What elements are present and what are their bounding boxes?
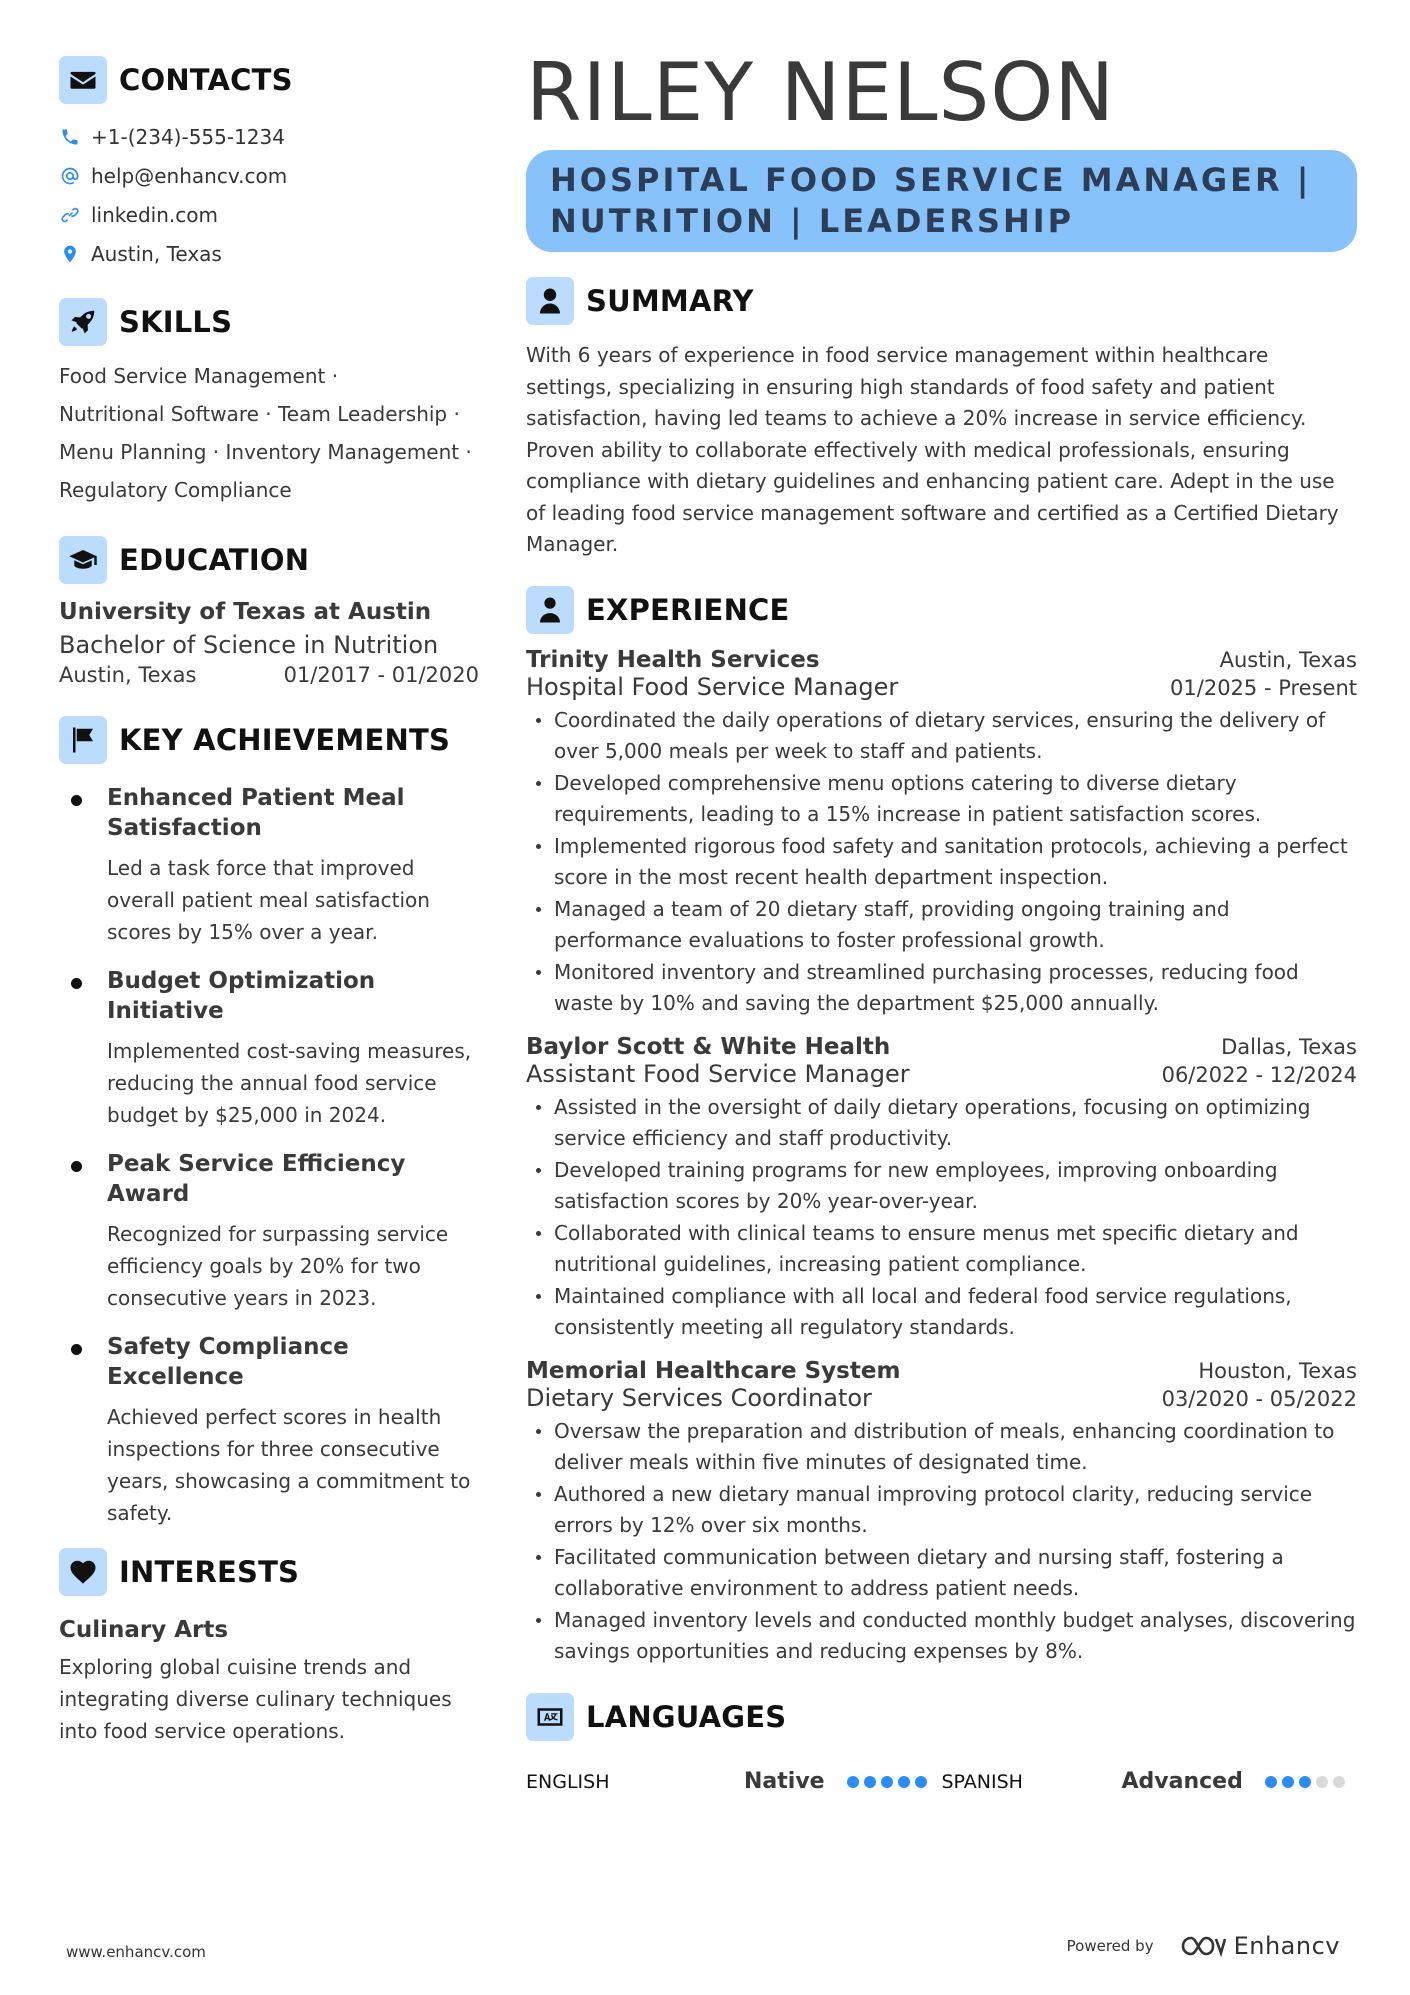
contact-location-text: Austin, Texas <box>91 241 222 266</box>
experience-header <box>526 585 1357 635</box>
job-bullet: Collaborated with clinical teams to ensure menus met specific dietary and nutritional guidelines, increasing patient compliance. <box>526 1218 1357 1281</box>
language-item <box>942 1769 1358 1794</box>
proficiency-dot-empty <box>1316 1776 1328 1788</box>
phone-icon <box>59 126 81 148</box>
job-header-row <box>526 1358 1357 1384</box>
achievement-item <box>59 966 479 1131</box>
job-header-row <box>526 1034 1357 1060</box>
achievements-list <box>59 783 479 1529</box>
briefcase-user-icon <box>526 586 574 634</box>
job-dates: 03/2020 - 05/2022 <box>1161 1386 1357 1411</box>
bullet-dot <box>71 978 82 989</box>
job-bullets <box>526 1092 1357 1344</box>
interest-title: Culinary Arts <box>59 1617 229 1643</box>
proficiency-dot-empty <box>1333 1776 1345 1788</box>
education-title: EDUCATION <box>119 543 310 577</box>
job-bullet: Implemented rigorous food safety and sanitation protocols, achieving a perfect score in the most recent health department inspection. <box>526 831 1357 894</box>
footer-website[interactable]: www.enhancv.com <box>66 1943 206 1961</box>
education-location: Austin, Texas <box>59 663 197 687</box>
job-dates: 01/2025 - Present <box>1170 675 1357 700</box>
job-bullet: Developed training programs for new employees, improving onboarding satisfaction scores by 20% year-over-year. <box>526 1155 1357 1218</box>
job-role: Hospital Food Service Manager <box>526 672 899 701</box>
achievements-header <box>59 715 479 765</box>
language-level: Native <box>744 1769 825 1794</box>
heart-icon <box>59 1548 107 1596</box>
flag-icon <box>59 716 107 764</box>
education-meta <box>59 663 479 687</box>
job-bullet: Facilitated communication between dietary and nursing staff, fostering a collaborative environment to address patient needs. <box>526 1542 1357 1605</box>
right-column <box>526 48 1357 1798</box>
powered-by-label: Powered by <box>1066 1937 1154 1955</box>
summary-header <box>526 276 1357 326</box>
at-icon <box>59 165 81 187</box>
job-location: Austin, Texas <box>1219 647 1357 672</box>
job-bullets <box>526 705 1357 1020</box>
proficiency-dot-filled <box>847 1776 859 1788</box>
job-entry <box>526 1034 1357 1344</box>
proficiency-dots <box>847 1776 927 1788</box>
location-pin-icon <box>59 243 81 265</box>
skill-line: Menu Planning · Inventory Management · <box>59 440 472 464</box>
proficiency-dot-filled <box>1299 1776 1311 1788</box>
candidate-name: RILEY NELSON <box>526 46 1116 139</box>
job-role-row <box>526 673 1357 701</box>
education-degree: Bachelor of Science in Nutrition <box>59 631 439 659</box>
summary-title: SUMMARY <box>586 284 754 318</box>
languages-list <box>526 1766 1357 1798</box>
skills-title: SKILLS <box>119 305 233 339</box>
job-role: Dietary Services Coordinator <box>526 1383 872 1412</box>
user-icon <box>526 277 574 325</box>
achievement-item <box>59 1332 479 1529</box>
skills-list <box>59 357 479 509</box>
enhancv-logo[interactable] <box>1180 1932 1340 1960</box>
achievement-item <box>59 783 479 948</box>
envelope-icon <box>59 56 107 104</box>
proficiency-dots <box>1265 1776 1345 1788</box>
job-bullet: Managed inventory levels and conducted monthly budget analyses, discovering savings opportunities and reducing expenses by 8%. <box>526 1605 1357 1668</box>
footer-branding <box>1067 1932 1340 1960</box>
job-title-banner <box>526 150 1357 252</box>
contact-email[interactable] <box>59 156 479 195</box>
job-title-line: NUTRITION | LEADERSHIP <box>550 202 1075 240</box>
achievement-desc: Led a task force that improved overall patient meal satisfaction scores by 15% over a year. <box>107 856 430 944</box>
bullet-dot <box>71 1344 82 1355</box>
proficiency-dot-filled <box>915 1776 927 1788</box>
proficiency-dot-filled <box>1282 1776 1294 1788</box>
interests-title: INTERESTS <box>119 1555 300 1589</box>
achievement-desc: Recognized for surpassing service efficiency goals by 20% for two consecutive years in 2023. <box>107 1222 449 1310</box>
skill-line: Regulatory Compliance <box>59 478 292 502</box>
job-header-row <box>526 647 1357 673</box>
achievement-desc: Achieved perfect scores in health inspections for three consecutive years, showcasing a commitment to safety. <box>107 1405 471 1525</box>
job-entry <box>526 647 1357 1020</box>
contact-email-text: help@enhancv.com <box>91 163 288 188</box>
achievement-title: Peak Service Efficiency Award <box>107 1151 406 1207</box>
job-bullet: Coordinated the daily operations of dietary services, ensuring the delivery of over 5,000 meals per week to staff and patients. <box>526 705 1357 768</box>
bullet-dot <box>71 1161 82 1172</box>
achievements-title: KEY ACHIEVEMENTS <box>119 723 451 757</box>
job-role-row <box>526 1384 1357 1412</box>
job-location: Houston, Texas <box>1198 1358 1357 1383</box>
rocket-icon <box>59 298 107 346</box>
proficiency-dot-filled <box>898 1776 910 1788</box>
language-name: SPANISH <box>941 1770 1023 1793</box>
contact-linkedin[interactable] <box>59 195 479 234</box>
job-bullet: Monitored inventory and streamlined purchasing processes, reducing food waste by 10% and saving the department $25,000 annually. <box>526 957 1357 1020</box>
link-icon <box>59 204 81 226</box>
summary-text: With 6 years of experience in food service management within healthcare settings, specializing in ensuring high standards of food safety and patient satisfaction, having led teams to achieve a 20% increase in service efficiency. Proven ability to collaborate effectively with medical professionals, ensuring compliance with dietary guidelines and enhancing patient care. Adept in the use of leading food service management software and certified as a Certified Dietary Manager. <box>526 343 1339 556</box>
job-entry <box>526 1358 1357 1668</box>
job-bullet: Managed a team of 20 dietary staff, providing ongoing training and performance evaluations to foster professional growth. <box>526 894 1357 957</box>
experience-title: EXPERIENCE <box>586 592 790 627</box>
contacts-list <box>59 117 479 273</box>
contact-phone-text: +1-(234)-555-1234 <box>91 124 285 149</box>
languages-header <box>526 1692 1357 1742</box>
enhancv-logo-icon <box>1180 1933 1226 1959</box>
job-role-row <box>526 1060 1357 1088</box>
proficiency-dot-filled <box>881 1776 893 1788</box>
interests-header <box>59 1547 479 1597</box>
skill-line: Food Service Management · <box>59 364 339 388</box>
contact-linkedin-text: linkedin.com <box>91 202 218 227</box>
languages-title: LANGUAGES <box>586 1699 787 1734</box>
brand-name: Enhancv <box>1233 1932 1340 1960</box>
job-bullet: Authored a new dietary manual improving protocol clarity, reducing service errors by 12% over six months. <box>526 1479 1357 1542</box>
job-dates: 06/2022 - 12/2024 <box>1161 1062 1357 1087</box>
language-item <box>526 1769 942 1794</box>
interest-desc: Exploring global cuisine trends and integrating diverse culinary techniques into food service operations. <box>59 1655 452 1743</box>
translate-icon <box>526 1693 574 1741</box>
proficiency-dot-filled <box>864 1776 876 1788</box>
job-company: Trinity Health Services <box>526 646 820 673</box>
job-bullet: Developed comprehensive menu options catering to diverse dietary requirements, leading to a 15% increase in patient satisfaction scores. <box>526 768 1357 831</box>
achievement-title: Budget Optimization Initiative <box>107 968 376 1024</box>
job-location: Dallas, Texas <box>1221 1034 1357 1059</box>
left-column <box>59 55 479 1747</box>
achievement-title: Enhanced Patient Meal Satisfaction <box>107 785 405 841</box>
education-school: University of Texas at Austin <box>59 599 432 625</box>
bullet-dot <box>71 795 82 806</box>
achievement-title: Safety Compliance Excellence <box>107 1334 349 1390</box>
job-role: Assistant Food Service Manager <box>526 1059 910 1088</box>
skills-header <box>59 297 479 347</box>
job-bullets <box>526 1416 1357 1668</box>
contact-location <box>59 234 479 273</box>
skill-line: Nutritional Software · Team Leadership · <box>59 402 460 426</box>
job-title-line: HOSPITAL FOOD SERVICE MANAGER | <box>550 161 1312 199</box>
language-name: ENGLISH <box>526 1770 610 1793</box>
job-bullet: Assisted in the oversight of daily dietary operations, focusing on optimizing service efficiency and staff productivity. <box>526 1092 1357 1155</box>
job-company: Memorial Healthcare System <box>526 1357 901 1384</box>
graduation-cap-icon <box>59 536 107 584</box>
contact-phone[interactable] <box>59 117 479 156</box>
job-company: Baylor Scott & White Health <box>526 1033 891 1060</box>
contacts-title: CONTACTS <box>119 63 293 97</box>
job-bullet: Oversaw the preparation and distribution of meals, enhancing coordination to deliver meals within five minutes of designated time. <box>526 1416 1357 1479</box>
education-header <box>59 535 479 585</box>
proficiency-dot-filled <box>1265 1776 1277 1788</box>
education-dates: 01/2017 - 01/2020 <box>283 663 479 687</box>
contacts-header <box>59 55 479 105</box>
job-bullet: Maintained compliance with all local and federal food service regulations, consistently meeting all regulatory standards. <box>526 1281 1357 1344</box>
achievement-item <box>59 1149 479 1314</box>
language-level: Advanced <box>1121 1769 1243 1794</box>
achievement-desc: Implemented cost-saving measures, reducing the annual food service budget by $25,000 in 2024. <box>107 1039 472 1127</box>
